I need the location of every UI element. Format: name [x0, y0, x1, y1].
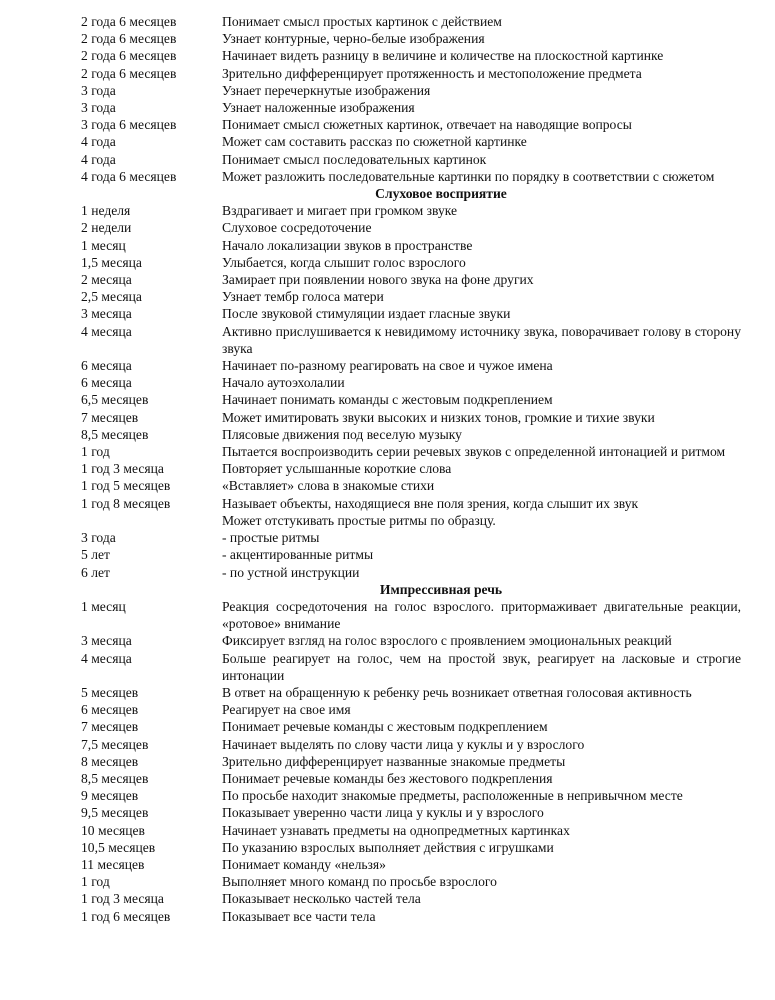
milestone-description: Начинает видеть разницу в величине и количестве на плоскостной картинке	[222, 48, 664, 64]
milestone-row	[81, 13, 741, 30]
milestone-row	[81, 529, 741, 546]
milestone-description: Может имитировать звуки высоких и низких тонов, громкие и тихие звуки	[222, 409, 655, 425]
age-label: 1 месяц	[81, 237, 126, 253]
milestone-row	[81, 736, 741, 753]
milestone-description: Узнает тембр голоса матери	[222, 289, 384, 305]
milestone-row	[81, 718, 741, 735]
age-label: 5 лет	[81, 547, 110, 563]
age-label: 4 месяца	[81, 323, 132, 339]
milestone-description: Называет объекты, находящиеся вне поля зрения, когда слышит их звук	[222, 495, 639, 511]
milestone-row	[81, 856, 741, 873]
milestone-row	[81, 47, 741, 64]
milestone-description: Зрительно дифференцирует протяженность и местоположение предмета	[222, 65, 642, 81]
milestone-description: Начинает выделять по слову части лица у куклы и у взрослого	[222, 736, 585, 752]
milestone-description: Зрительно дифференцирует названные знакомые предметы	[222, 753, 566, 769]
milestone-row	[81, 443, 741, 460]
age-label: 9,5 месяцев	[81, 805, 149, 821]
milestone-row	[81, 237, 741, 254]
age-label: 8,5 месяцев	[81, 770, 149, 786]
milestone-description: Вздрагивает и мигает при громком звуке	[222, 203, 458, 219]
age-label: 7 месяцев	[81, 719, 139, 735]
milestone-row	[81, 374, 741, 391]
milestone-row	[81, 787, 741, 804]
milestone-row	[81, 202, 741, 219]
age-label: 1 год	[81, 444, 110, 460]
milestone-description: Понимает смысл последовательных картинок	[222, 151, 487, 167]
age-label: 1 месяц	[81, 598, 126, 614]
age-label: 2 недели	[81, 220, 132, 236]
milestone-description: Может отстукивать простые ритмы по образцу.	[222, 512, 496, 528]
milestone-row	[81, 323, 741, 357]
milestone-row	[81, 684, 741, 701]
milestone-row	[81, 133, 741, 150]
milestone-row	[81, 753, 741, 770]
milestone-description: Начинает по-разному реагировать на свое и чужое имена	[222, 358, 553, 374]
age-label: 2 года 6 месяцев	[81, 31, 177, 47]
milestone-description: Узнает контурные, черно-белые изображения	[222, 31, 485, 47]
milestone-description: Реакция сосредоточения на голос взрослого. притормаживает двигательные реакции, «ротовое» внимание	[222, 598, 741, 632]
age-label: 3 месяца	[81, 306, 132, 322]
milestone-description: Понимает смысл сюжетных картинок, отвечает на наводящие вопросы	[222, 117, 632, 133]
milestone-row	[81, 873, 741, 890]
milestone-row	[81, 632, 741, 649]
milestone-description: Плясовые движения под веселую музыку	[222, 426, 462, 442]
milestone-description: Выполняет много команд по просьбе взрослого	[222, 874, 497, 890]
milestone-row	[81, 477, 741, 494]
age-label: 4 года 6 месяцев	[81, 168, 177, 184]
age-label: 2 месяца	[81, 272, 132, 288]
age-label: 4 года	[81, 151, 116, 167]
age-label: 2 года 6 месяцев	[81, 65, 177, 81]
milestone-row	[81, 822, 741, 839]
age-label: 1 год 5 месяцев	[81, 478, 171, 494]
milestone-description: По просьбе находит знакомые предметы, расположенные в непривычном месте	[222, 788, 683, 804]
milestone-description: Повторяет услышанные короткие слова	[222, 461, 452, 477]
milestone-row	[81, 219, 741, 236]
milestone-row	[81, 409, 741, 426]
age-label: 4 года	[81, 134, 116, 150]
milestone-description: В ответ на обращенную к ребенку речь возникает ответная голосовая активность	[222, 684, 692, 700]
milestone-description: - акцентированные ритмы	[222, 547, 374, 563]
milestone-description: Показывает несколько частей тела	[222, 891, 421, 907]
milestone-description: - простые ритмы	[222, 530, 320, 546]
age-label: 3 года	[81, 82, 116, 98]
milestone-description: Узнает перечеркнутые изображения	[222, 82, 431, 98]
age-label: 6 месяцев	[81, 702, 139, 718]
age-label: 9 месяцев	[81, 788, 139, 804]
milestone-description: Узнает наложенные изображения	[222, 100, 415, 116]
age-label: 2 года 6 месяцев	[81, 48, 177, 64]
age-label: 1 год	[81, 874, 110, 890]
milestone-row	[81, 908, 741, 925]
milestone-description: Начинает узнавать предметы на однопредметных картинках	[222, 822, 570, 838]
age-label: 6 месяца	[81, 358, 132, 374]
age-label: 10,5 месяцев	[81, 839, 156, 855]
age-label: 6 лет	[81, 564, 110, 580]
milestone-row	[81, 288, 741, 305]
milestone-row	[81, 30, 741, 47]
milestone-description: По указанию взрослых выполняет действия с игрушками	[222, 839, 554, 855]
document-page	[81, 13, 741, 925]
milestone-description: Улыбается, когда слышит голос взрослого	[222, 254, 466, 270]
milestone-row	[81, 426, 741, 443]
milestone-description: «Вставляет» слова в знакомые стихи	[222, 478, 435, 494]
milestone-row	[81, 564, 741, 581]
milestone-description: Показывает все части тела	[222, 908, 376, 924]
age-label: 3 года 6 месяцев	[81, 117, 177, 133]
age-label: 6 месяца	[81, 375, 132, 391]
milestone-row	[81, 271, 741, 288]
age-label: 11 месяцев	[81, 856, 145, 872]
milestone-description: - по устной инструкции	[222, 564, 360, 580]
age-label: 3 года	[81, 100, 116, 116]
milestone-row	[81, 495, 741, 512]
milestone-description: Начало аутоэхолалии	[222, 375, 345, 391]
milestone-row	[81, 839, 741, 856]
milestone-description: Реагирует на свое имя	[222, 702, 351, 718]
milestone-description: Понимает команду «нельзя»	[222, 856, 386, 872]
milestone-row	[81, 460, 741, 477]
milestone-row	[81, 391, 741, 408]
milestone-description: Может сам составить рассказ по сюжетной картинке	[222, 134, 527, 150]
milestone-row	[81, 305, 741, 322]
milestone-description: Активно прислушивается к невидимому источнику звука, поворачивает голову в сторону звука	[222, 323, 741, 356]
milestone-row	[81, 82, 741, 99]
milestone-description: Слуховое сосредоточение	[222, 220, 372, 236]
age-label: 7,5 месяцев	[81, 736, 149, 752]
age-label: 10 месяцев	[81, 822, 145, 838]
milestone-description: Понимает речевые команды без жестового подкрепления	[222, 770, 553, 786]
age-label: 8 месяцев	[81, 753, 139, 769]
milestone-description: После звуковой стимуляции издает гласные звуки	[222, 306, 511, 322]
milestone-row	[81, 357, 741, 374]
milestone-description: Понимает смысл простых картинок с действием	[222, 14, 502, 29]
milestone-row	[81, 168, 741, 185]
milestone-row	[81, 116, 741, 133]
age-label: 1 год 3 месяца	[81, 461, 164, 477]
age-label: 8,5 месяцев	[81, 426, 149, 442]
age-label: 3 месяца	[81, 633, 132, 649]
milestone-description: Замирает при появлении нового звука на фоне других	[222, 272, 534, 288]
age-label: 1 год 8 месяцев	[81, 495, 171, 511]
section-heading: Слуховое восприятие	[375, 186, 507, 202]
section-heading: Импрессивная речь	[379, 581, 503, 597]
milestone-row	[81, 770, 741, 787]
milestone-row	[81, 598, 741, 632]
milestone-row	[81, 701, 741, 718]
age-label: 2,5 месяца	[81, 289, 142, 305]
age-label: 6,5 месяцев	[81, 392, 149, 408]
age-label: 2 года 6 месяцев	[81, 14, 177, 29]
milestone-row	[81, 99, 741, 116]
milestone-row	[81, 512, 741, 529]
age-label: 1 год 6 месяцев	[81, 908, 171, 924]
milestone-row	[81, 254, 741, 271]
milestone-row	[81, 65, 741, 82]
age-label: 5 месяцев	[81, 684, 139, 700]
milestone-description: Может разложить последовательные картинки по порядку в соответствии с сюжетом	[222, 168, 715, 184]
milestone-description: Больше реагирует на голос, чем на простой звук, реагирует на ласковые и строгие интонации	[222, 650, 741, 683]
milestone-description: Начало локализации звуков в пространстве	[222, 237, 473, 253]
milestone-row	[81, 804, 741, 821]
age-label: 1 год 3 месяца	[81, 891, 164, 907]
age-label: 3 года	[81, 530, 116, 546]
milestone-row	[81, 546, 741, 563]
milestone-description: Начинает понимать команды с жестовым подкреплением	[222, 392, 553, 408]
age-label: 1 неделя	[81, 203, 131, 219]
age-label: 7 месяцев	[81, 409, 139, 425]
milestone-row	[81, 890, 741, 907]
age-label: 1,5 месяца	[81, 254, 142, 270]
milestone-row	[81, 650, 741, 684]
age-label: 4 месяца	[81, 650, 132, 666]
milestone-description: Пытается воспроизводить серии речевых звуков с определенной интонацией и ритмом	[222, 444, 726, 460]
milestone-description: Фиксирует взгляд на голос взрослого с проявлением эмоциональных реакций	[222, 633, 672, 649]
milestone-description: Показывает уверенно части лица у куклы и у взрослого	[222, 805, 544, 821]
milestone-row	[81, 151, 741, 168]
milestone-description: Понимает речевые команды с жестовым подкреплением	[222, 719, 548, 735]
